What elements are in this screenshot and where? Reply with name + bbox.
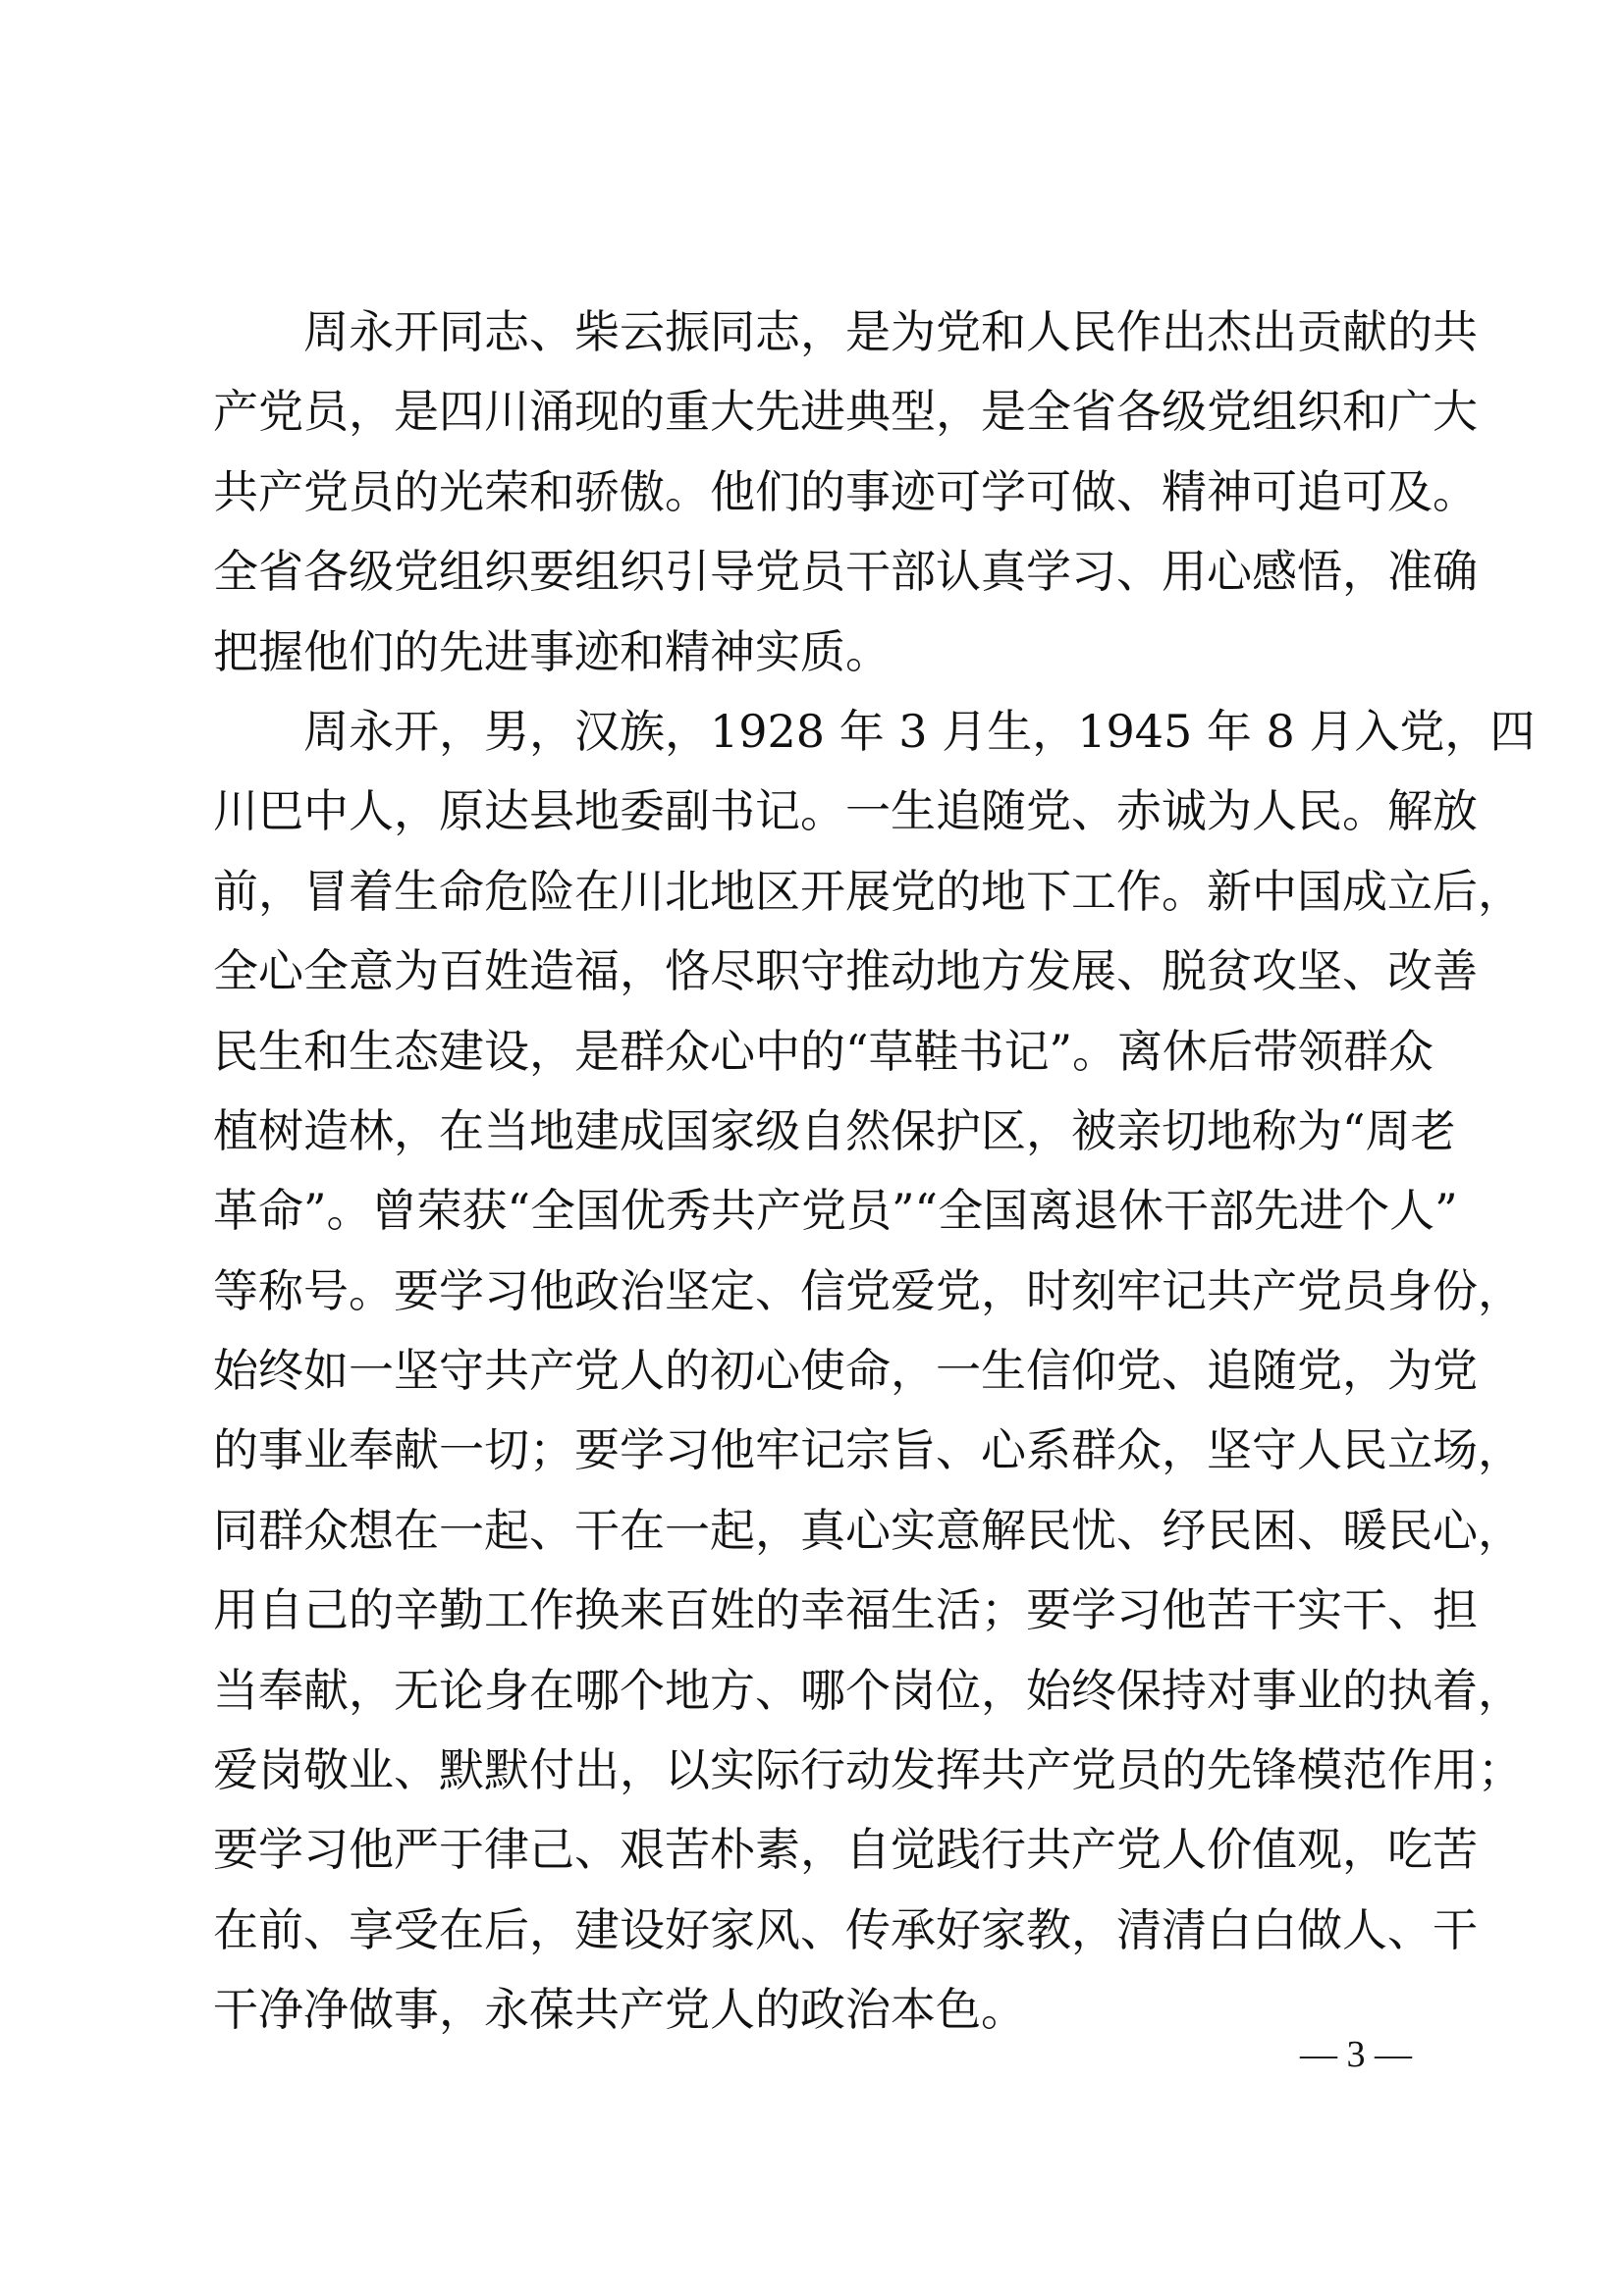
text-line: 周永开，男，汉族，1928 年 3 月生，1945 年 8 月入党，四 xyxy=(213,704,1536,758)
text-line: 民生和生态建设，是群众心中的“草鞋书记”。离休后带领群众 xyxy=(213,1024,1434,1078)
text-line: 干净净做事，永葆共产党人的政治本色。 xyxy=(213,1983,1026,2037)
text-line: 川巴中人，原达县地委副书记。一生追随党、赤诚为人民。解放 xyxy=(213,784,1478,838)
text-line: 爱岗敬业、默默付出，以实际行动发挥共产党员的先锋模范作用； xyxy=(213,1743,1523,1797)
text-line: 全省各级党组织要组织引导党员干部认真学习、用心感悟，准确 xyxy=(213,545,1478,599)
page-number: — 3 — xyxy=(1300,2034,1412,2075)
text-line: 同群众想在一起、干在一起，真心实意解民忧、纾民困、暖民心， xyxy=(213,1503,1523,1557)
text-line: 植树造林，在当地建成国家级自然保护区，被亲切地称为“周老 xyxy=(213,1103,1456,1157)
paragraph-2 xyxy=(213,692,1536,2051)
text-line: 把握他们的先进事迹和精神实质。 xyxy=(213,624,891,678)
text-line: 的事业奉献一切；要学习他牢记宗旨、心系群众，坚守人民立场， xyxy=(213,1423,1523,1477)
text-line: 全心全意为百姓造福，恪尽职守推动地方发展、脱贫攻坚、改善 xyxy=(213,944,1478,998)
text-line: 在前、享受在后，建设好家风、传承好家教，清清白白做人、干 xyxy=(213,1902,1478,1956)
text-line: 当奉献，无论身在哪个地方、哪个岗位，始终保持对事业的执着， xyxy=(213,1663,1523,1717)
body-text xyxy=(213,293,1536,2051)
text-line: 始终如一坚守共产党人的初心使命，一生信仰党、追随党，为党 xyxy=(213,1344,1478,1398)
paragraph-1 xyxy=(213,293,1478,692)
text-line: 共产党员的光荣和骄傲。他们的事迹可学可做、精神可追可及。 xyxy=(213,464,1478,518)
text-line: 用自己的辛勤工作换来百姓的幸福生活；要学习他苦干实干、担 xyxy=(213,1583,1478,1637)
text-line: 前，冒着生命危险在川北地区开展党的地下工作。新中国成立后， xyxy=(213,864,1523,918)
text-line: 周永开同志、柴云振同志，是为党和人民作出杰出贡献的共 xyxy=(213,305,1478,358)
text-line: 革命”。曾荣获“全国优秀共产党员”“全国离退休干部先进个人” xyxy=(213,1184,1458,1238)
text-line: 等称号。要学习他政治坚定、信党爱党，时刻牢记共产党员身份， xyxy=(213,1263,1523,1317)
text-line: 要学习他严于律己、艰苦朴素，自觉践行共产党人价值观，吃苦 xyxy=(213,1823,1478,1877)
text-line: 产党员，是四川涌现的重大先进典型，是全省各级党组织和广大 xyxy=(213,385,1478,439)
